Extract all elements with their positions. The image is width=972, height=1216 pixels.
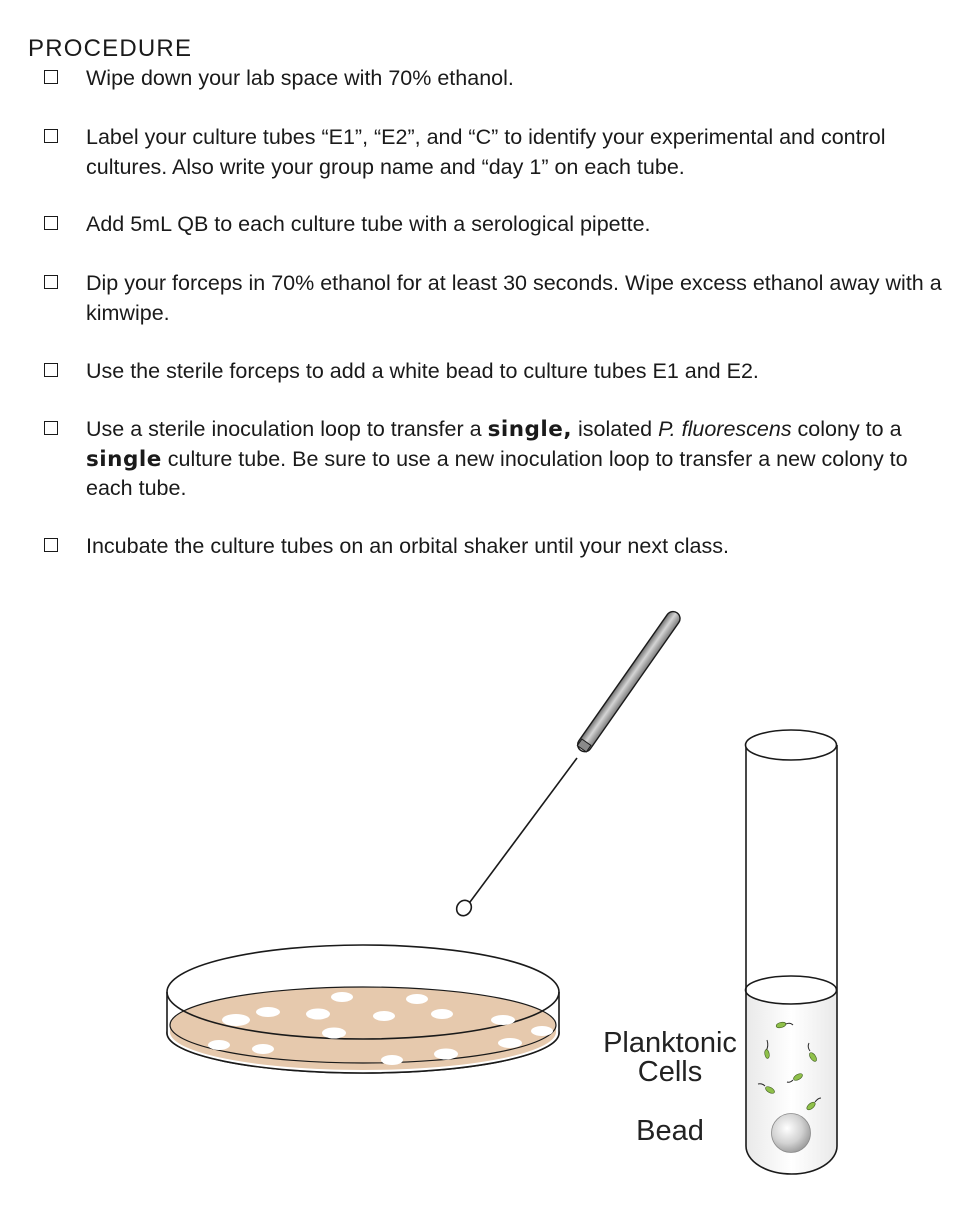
inoculation-illustration <box>0 580 972 1200</box>
step-text-part: Use a sterile inoculation loop to transfer a <box>86 417 488 441</box>
step-text: Incubate the culture tubes on an orbital shaker until your next class. <box>86 534 729 558</box>
step-text: Wipe down your lab space with 70% ethanol. <box>86 66 514 90</box>
species-name: P. fluorescens <box>658 417 792 441</box>
emphasis-single: single <box>86 446 162 472</box>
step-text-part: isolated <box>572 417 659 441</box>
step-text-part: colony to a <box>791 417 902 441</box>
step-text: Add 5mL QB to each culture tube with a serological pipette. <box>86 212 651 236</box>
planktonic-label-line: Planktonic <box>603 1027 737 1059</box>
checkbox[interactable] <box>44 363 58 377</box>
bead-icon <box>772 1114 811 1153</box>
cells-label-line: Cells <box>637 1056 703 1088</box>
step-text: Label your culture tubes “E1”, “E2”, and “C” to identify your experimental and control cultures. Also write your group name and “day 1” on each tube. <box>86 125 886 179</box>
procedure-heading: PROCEDURE <box>28 35 193 62</box>
step-text-part: culture tube. Be sure to use a new inoculation loop to transfer a new colony to each tube. <box>86 446 908 500</box>
step-text: Dip your forceps in 70% ethanol for at least 30 seconds. Wipe excess ethanol away with a kimwipe. <box>86 271 942 325</box>
emphasis-single: single, <box>487 417 573 442</box>
step-text <box>86 415 956 504</box>
step-text: Use the sterile forceps to add a white bead to culture tubes E1 and E2. <box>86 359 759 383</box>
checkbox[interactable] <box>44 70 58 84</box>
checkbox[interactable] <box>44 216 58 230</box>
illustration-svg <box>0 580 972 1200</box>
checkbox[interactable] <box>44 421 58 435</box>
culture-tube-icon <box>746 730 838 1174</box>
checkbox[interactable] <box>44 538 58 552</box>
inoculation-loop-icon <box>454 609 683 919</box>
planktonic-cells-label <box>600 1029 740 1087</box>
bead-label: Bead <box>636 1115 704 1147</box>
checkbox[interactable] <box>44 129 58 143</box>
petri-dish-icon <box>167 945 559 1073</box>
checkbox[interactable] <box>44 275 58 289</box>
